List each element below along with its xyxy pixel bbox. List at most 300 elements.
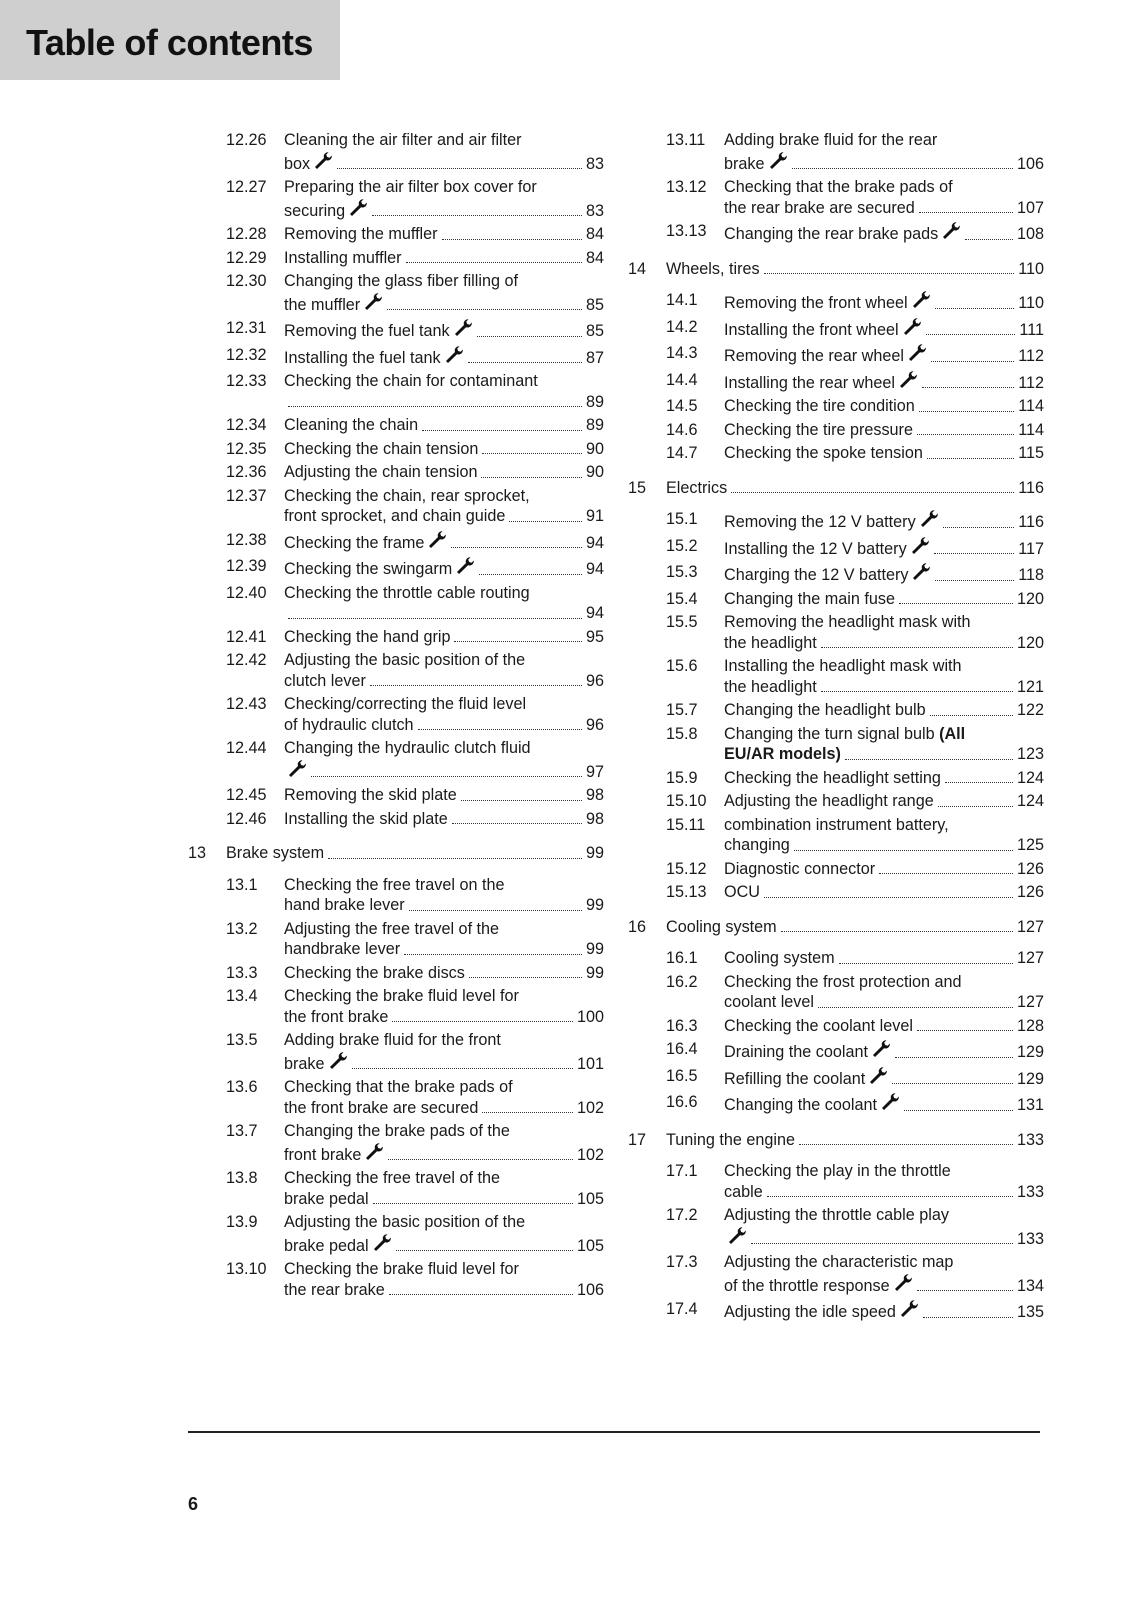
toc-entry[interactable] — [188, 130, 604, 174]
toc-entry[interactable] — [628, 882, 1044, 903]
page-reference: 102 — [576, 1145, 604, 1164]
dot-leader — [935, 308, 1015, 309]
entry-text — [724, 1092, 1044, 1116]
wrench-icon — [899, 1299, 919, 1323]
entry-line — [724, 791, 1044, 812]
toc-entry[interactable] — [628, 724, 1044, 765]
toc-chapter-entry[interactable] — [628, 478, 1044, 499]
entry-text — [724, 290, 1044, 314]
toc-column-left — [188, 130, 604, 1300]
toc-entry[interactable] — [628, 443, 1044, 464]
entry-text — [284, 809, 604, 830]
page-reference: 129 — [1016, 1069, 1044, 1088]
dot-leader — [792, 168, 1013, 169]
page-reference: 127 — [1016, 993, 1044, 1011]
entry-text — [724, 882, 1044, 903]
entry-line — [284, 738, 604, 759]
dot-leader — [923, 1317, 1013, 1318]
entry-text — [724, 612, 1044, 653]
entry-number: 12.44 — [226, 739, 267, 757]
entry-number: 16.6 — [666, 1093, 698, 1111]
wrench-icon — [313, 151, 333, 175]
toc-entry[interactable] — [188, 875, 604, 916]
toc-entry[interactable] — [628, 815, 1044, 856]
toc-entry[interactable] — [628, 1016, 1044, 1037]
wrench-icon — [911, 562, 931, 586]
entry-line — [284, 371, 604, 392]
entry-line — [724, 1016, 1044, 1037]
toc-entry[interactable] — [628, 562, 1044, 586]
dot-leader — [917, 1290, 1013, 1291]
dot-leader — [839, 963, 1013, 964]
toc-entry[interactable] — [628, 290, 1044, 314]
toc-entry[interactable] — [188, 694, 604, 735]
toc-chapter-entry[interactable] — [628, 917, 1044, 938]
entry-line — [666, 478, 1044, 499]
entry-number: 14.3 — [666, 344, 698, 362]
page-reference: 94 — [585, 533, 604, 552]
entry-title-text: Checking the chain tension — [284, 439, 479, 458]
entry-title-text: Installing the front wheel — [724, 320, 899, 339]
entry-title-text: Installing muffler — [284, 248, 402, 267]
page-reference: 120 — [1016, 633, 1044, 652]
toc-entry[interactable] — [628, 396, 1044, 417]
entry-title-text: Installing the skid plate — [284, 809, 448, 828]
entry-number: 15.7 — [666, 701, 698, 719]
entry-number: 15.3 — [666, 563, 698, 581]
toc-entry[interactable] — [188, 1212, 604, 1256]
toc-entry[interactable] — [188, 919, 604, 960]
entry-title-text: Checking the tire pressure — [724, 420, 913, 439]
toc-entry[interactable] — [188, 415, 604, 436]
page-reference: 128 — [1016, 1016, 1044, 1035]
entry-number: 13.3 — [226, 963, 258, 982]
entry-line — [284, 271, 604, 292]
entry-line — [724, 396, 1044, 417]
entry-title-text: securing — [284, 201, 346, 220]
entry-line — [724, 443, 1044, 464]
dot-leader — [468, 362, 582, 363]
entry-line — [724, 562, 1044, 586]
entry-line — [724, 177, 1044, 198]
entry-title-text: Removing the muffler — [284, 225, 438, 243]
entry-line — [284, 556, 604, 580]
entry-text — [724, 589, 1044, 610]
toc-entry[interactable] — [188, 1259, 604, 1300]
entry-line — [284, 345, 604, 369]
page-reference: 84 — [585, 248, 604, 267]
toc-entry[interactable] — [188, 738, 604, 782]
wrench-icon — [898, 370, 918, 394]
toc-entry[interactable] — [188, 650, 604, 691]
toc-entry[interactable] — [628, 791, 1044, 812]
toc-chapter-entry[interactable] — [628, 259, 1044, 280]
entry-line — [724, 700, 1044, 721]
entry-text — [724, 443, 1044, 464]
dot-leader — [917, 1030, 1013, 1031]
entry-line — [724, 420, 1044, 441]
wrench-icon — [893, 1273, 913, 1297]
entry-line — [724, 744, 1044, 765]
entry-number: 16.4 — [666, 1040, 698, 1058]
page-reference: 135 — [1016, 1303, 1044, 1321]
entry-number: 12.37 — [226, 486, 267, 505]
toc-entry[interactable] — [628, 948, 1044, 969]
entry-title-text: the front brake — [284, 1007, 389, 1026]
toc-entry[interactable] — [188, 462, 604, 483]
toc-entry[interactable] — [188, 809, 604, 830]
entry-line — [724, 589, 1044, 610]
entry-title-text: Brake system — [226, 844, 325, 862]
toc-entry[interactable] — [628, 700, 1044, 721]
toc-chapter-entry[interactable] — [188, 843, 604, 864]
entry-line — [284, 986, 604, 1007]
entry-number: 12.42 — [226, 651, 267, 669]
toc-entry[interactable] — [628, 1299, 1044, 1323]
entry-title-text: Checking the swingarm — [284, 560, 453, 578]
entry-text — [724, 343, 1044, 367]
toc-entry[interactable] — [628, 317, 1044, 341]
entry-text — [284, 130, 604, 174]
dot-leader — [919, 411, 1014, 412]
entry-line — [284, 462, 604, 483]
entry-text — [724, 130, 1044, 174]
entry-number: 12.30 — [226, 272, 267, 290]
toc-entry[interactable] — [628, 859, 1044, 880]
entry-line — [284, 506, 604, 527]
entry-title-text: OCU — [724, 883, 760, 901]
entry-title-text: Checking the play in the throttle — [724, 1162, 951, 1180]
dot-leader — [965, 239, 1013, 240]
toc-entry[interactable] — [628, 221, 1044, 245]
page-reference: 127 — [1016, 917, 1044, 936]
entry-text — [284, 875, 604, 916]
entry-number: 13.1 — [226, 875, 258, 894]
entry-line — [724, 815, 1044, 836]
dot-leader — [288, 406, 582, 407]
entry-number: 14 — [628, 259, 647, 278]
page-reference: 112 — [1018, 347, 1044, 365]
page-reference: 107 — [1016, 198, 1044, 217]
entry-text — [284, 486, 604, 527]
toc-entry[interactable] — [188, 1121, 604, 1165]
toc-entry[interactable] — [628, 589, 1044, 610]
entry-number: 13 — [188, 844, 207, 862]
toc-entry[interactable] — [188, 556, 604, 580]
dot-leader — [922, 387, 1014, 388]
entry-title-text: Cooling system — [666, 917, 777, 936]
entry-line — [724, 317, 1044, 341]
entry-line — [724, 859, 1044, 880]
entry-number: 14.6 — [666, 420, 698, 439]
entry-title-text: Removing the 12 V battery — [724, 513, 916, 531]
dot-leader — [930, 715, 1013, 716]
dot-leader — [767, 1196, 1013, 1197]
entry-title-text: the front brake are secured — [284, 1098, 479, 1117]
toc-entry[interactable] — [628, 1252, 1044, 1296]
toc-entry[interactable] — [188, 439, 604, 460]
page-reference: 112 — [1018, 373, 1044, 392]
entry-title-bold: (All — [939, 724, 966, 743]
entry-line — [284, 895, 604, 916]
wrench-icon — [907, 343, 927, 367]
entry-number: 15.11 — [666, 815, 706, 834]
entry-line — [284, 224, 604, 245]
entry-number: 15.8 — [666, 724, 698, 743]
entry-line — [724, 768, 1044, 789]
entry-text — [284, 583, 604, 624]
wrench-icon — [455, 556, 475, 580]
entry-line — [724, 198, 1044, 219]
entry-line — [284, 694, 604, 715]
entry-text — [724, 396, 1044, 417]
toc-entry[interactable] — [188, 583, 604, 624]
entry-text — [724, 370, 1044, 394]
entry-number: 12.43 — [226, 695, 267, 713]
entry-title-text: Changing the rear brake pads — [724, 225, 939, 243]
entry-text — [284, 986, 604, 1027]
page-reference: 96 — [585, 715, 604, 734]
toc-entry[interactable] — [188, 371, 604, 412]
dot-leader — [452, 823, 582, 824]
toc-entry[interactable] — [628, 177, 1044, 218]
toc-entry[interactable] — [628, 656, 1044, 697]
entry-line — [724, 677, 1044, 698]
page-reference: 83 — [585, 154, 604, 173]
entry-text — [724, 1161, 1044, 1202]
toc-entry[interactable] — [628, 1092, 1044, 1116]
dot-leader — [927, 458, 1014, 459]
toc-entry[interactable] — [188, 785, 604, 806]
entry-text — [284, 345, 604, 369]
entry-line — [284, 439, 604, 460]
page-reference: 101 — [576, 1054, 604, 1073]
entry-title-text: Adjusting the throttle cable play — [724, 1206, 949, 1224]
dot-leader — [396, 1250, 573, 1251]
entry-title-text: Tuning the engine — [666, 1130, 796, 1149]
dot-leader — [919, 212, 1013, 213]
dot-leader — [781, 931, 1013, 932]
page-reference: 105 — [576, 1236, 604, 1255]
toc-entry[interactable] — [628, 1066, 1044, 1090]
dot-leader — [899, 603, 1013, 604]
page-reference: 114 — [1018, 420, 1044, 439]
entry-title-text: brake pedal — [284, 1236, 369, 1255]
entry-number: 15.5 — [666, 613, 698, 631]
entry-text — [724, 1252, 1044, 1296]
dot-leader — [482, 1112, 573, 1113]
toc-entry[interactable] — [188, 1030, 604, 1074]
dot-leader — [935, 580, 1014, 581]
dot-leader — [389, 1294, 573, 1295]
entry-title-text: Checking the brake discs — [284, 963, 465, 982]
entry-title-text: Adding brake fluid for the front — [284, 1031, 501, 1049]
toc-entry[interactable] — [188, 318, 604, 342]
toc-entry[interactable] — [188, 1168, 604, 1209]
page-reference: 133 — [1016, 1182, 1044, 1201]
dot-leader — [943, 527, 1015, 528]
entry-number: 12.38 — [226, 530, 267, 549]
page-reference: 85 — [585, 322, 604, 340]
toc-entry[interactable] — [188, 271, 604, 315]
toc-entry[interactable] — [188, 345, 604, 369]
toc-entry[interactable] — [628, 420, 1044, 441]
page-reference: 84 — [585, 225, 604, 243]
wrench-icon — [919, 509, 939, 533]
dot-leader — [799, 1144, 1013, 1145]
entry-text — [284, 439, 604, 460]
page-reference: 102 — [576, 1098, 604, 1117]
entry-text — [724, 562, 1044, 586]
entry-line — [724, 992, 1044, 1013]
toc-entry[interactable] — [188, 177, 604, 221]
toc-entry[interactable] — [188, 986, 604, 1027]
entry-text — [724, 420, 1044, 441]
entry-text — [284, 318, 604, 342]
page-reference: 108 — [1016, 225, 1044, 243]
entry-text — [284, 271, 604, 315]
entry-text — [284, 963, 604, 984]
entry-line — [284, 583, 604, 604]
entry-line — [284, 1259, 604, 1280]
entry-number: 15.9 — [666, 768, 698, 787]
entry-line — [226, 843, 604, 864]
entry-text — [284, 785, 604, 806]
entry-line — [284, 759, 604, 783]
wrench-icon — [902, 317, 922, 341]
toc-entry[interactable] — [628, 972, 1044, 1013]
entry-line — [666, 917, 1044, 938]
entry-number: 16.1 — [666, 949, 698, 967]
wrench-icon — [348, 198, 368, 222]
toc-entry[interactable] — [188, 963, 604, 984]
entry-number: 13.7 — [226, 1122, 258, 1140]
page-reference: 97 — [585, 762, 604, 781]
page-reference: 126 — [1016, 859, 1044, 878]
entry-number: 15.12 — [666, 859, 707, 878]
page-reference: 122 — [1016, 701, 1044, 719]
entry-title-text: Draining the coolant — [724, 1043, 868, 1061]
wrench-icon — [364, 1142, 384, 1166]
dot-leader — [751, 1243, 1013, 1244]
entry-text — [284, 371, 604, 412]
entry-title-text: Checking the spoke tension — [724, 444, 923, 462]
entry-number: 17.4 — [666, 1300, 698, 1318]
page-reference: 123 — [1016, 745, 1044, 763]
entry-text — [724, 317, 1044, 341]
entry-title-text: Refilling the coolant — [724, 1069, 866, 1088]
toc-entry[interactable] — [188, 486, 604, 527]
header-tab — [0, 0, 340, 80]
toc-column-right — [628, 130, 1044, 1323]
entry-number: 13.13 — [666, 222, 707, 240]
dot-leader — [926, 334, 1016, 335]
entry-title-text: Changing the coolant — [724, 1096, 877, 1114]
entry-number: 12.29 — [226, 248, 267, 267]
dot-leader — [764, 273, 1015, 274]
entry-text — [724, 1066, 1044, 1090]
toc-entry[interactable] — [628, 612, 1044, 653]
entry-title-text: the headlight — [724, 677, 817, 696]
toc-entry[interactable] — [188, 1077, 604, 1118]
entry-text — [284, 530, 604, 554]
entry-title-text: combination instrument battery, — [724, 815, 949, 834]
entry-number: 13.4 — [226, 987, 258, 1005]
entry-title-text: Removing the front wheel — [724, 294, 908, 312]
entry-title-text: Adjusting the characteristic map — [724, 1253, 954, 1271]
dot-leader — [895, 1057, 1013, 1058]
entry-title-text: Installing the rear wheel — [724, 373, 895, 392]
entry-line — [724, 656, 1044, 677]
entry-title-text: Diagnostic connector — [724, 859, 876, 878]
toc-entry[interactable] — [628, 1161, 1044, 1202]
entry-text — [284, 1212, 604, 1256]
entry-title-text: brake — [724, 154, 765, 173]
page-reference: 124 — [1016, 792, 1044, 810]
entry-text — [724, 972, 1044, 1013]
toc-entry[interactable] — [188, 530, 604, 554]
entry-line — [284, 1189, 604, 1210]
entry-title-text: hand brake lever — [284, 896, 405, 914]
entry-line — [724, 972, 1044, 993]
toc-entry[interactable] — [188, 627, 604, 648]
wrench-icon — [768, 151, 788, 175]
dot-leader — [442, 239, 582, 240]
entry-line — [284, 1212, 604, 1233]
toc-entry[interactable] — [628, 768, 1044, 789]
dot-leader — [479, 574, 582, 575]
entry-number: 15.10 — [666, 792, 707, 810]
entry-line — [724, 1039, 1044, 1063]
entry-title-text: Changing the headlight bulb — [724, 701, 926, 719]
entry-number: 14.1 — [666, 291, 698, 309]
toc-entry[interactable] — [628, 370, 1044, 394]
entry-number: 12.28 — [226, 225, 267, 243]
entry-line — [284, 875, 604, 896]
toc-entry[interactable] — [628, 1039, 1044, 1063]
dot-leader — [387, 309, 582, 310]
entry-number: 13.9 — [226, 1213, 258, 1231]
entry-line — [724, 835, 1044, 856]
toc-entry[interactable] — [188, 224, 604, 245]
entry-number: 12.45 — [226, 786, 267, 804]
entry-line — [284, 1030, 604, 1051]
toc-entry[interactable] — [628, 130, 1044, 174]
entry-line — [284, 1168, 604, 1189]
entry-text — [724, 1299, 1044, 1323]
entry-text — [724, 700, 1044, 721]
entry-text — [284, 694, 604, 735]
toc-entry[interactable] — [628, 536, 1044, 560]
dot-leader — [481, 477, 582, 478]
entry-line — [284, 1233, 604, 1257]
toc-entry[interactable] — [628, 1205, 1044, 1249]
entry-number: 15.4 — [666, 589, 698, 608]
entry-title-text: Removing the fuel tank — [284, 322, 450, 340]
toc-entry[interactable] — [628, 343, 1044, 367]
toc-chapter-entry[interactable] — [628, 1130, 1044, 1151]
page-reference: 116 — [1018, 513, 1044, 531]
entry-title-text: Changing the hydraulic clutch fluid — [284, 739, 531, 757]
dot-leader — [373, 1203, 573, 1204]
dot-leader — [821, 691, 1013, 692]
toc-entry[interactable] — [188, 248, 604, 269]
entry-number: 17 — [628, 1130, 647, 1149]
entry-text — [724, 815, 1044, 856]
toc-entry[interactable] — [628, 509, 1044, 533]
dot-leader — [931, 361, 1014, 362]
entry-line — [284, 151, 604, 175]
